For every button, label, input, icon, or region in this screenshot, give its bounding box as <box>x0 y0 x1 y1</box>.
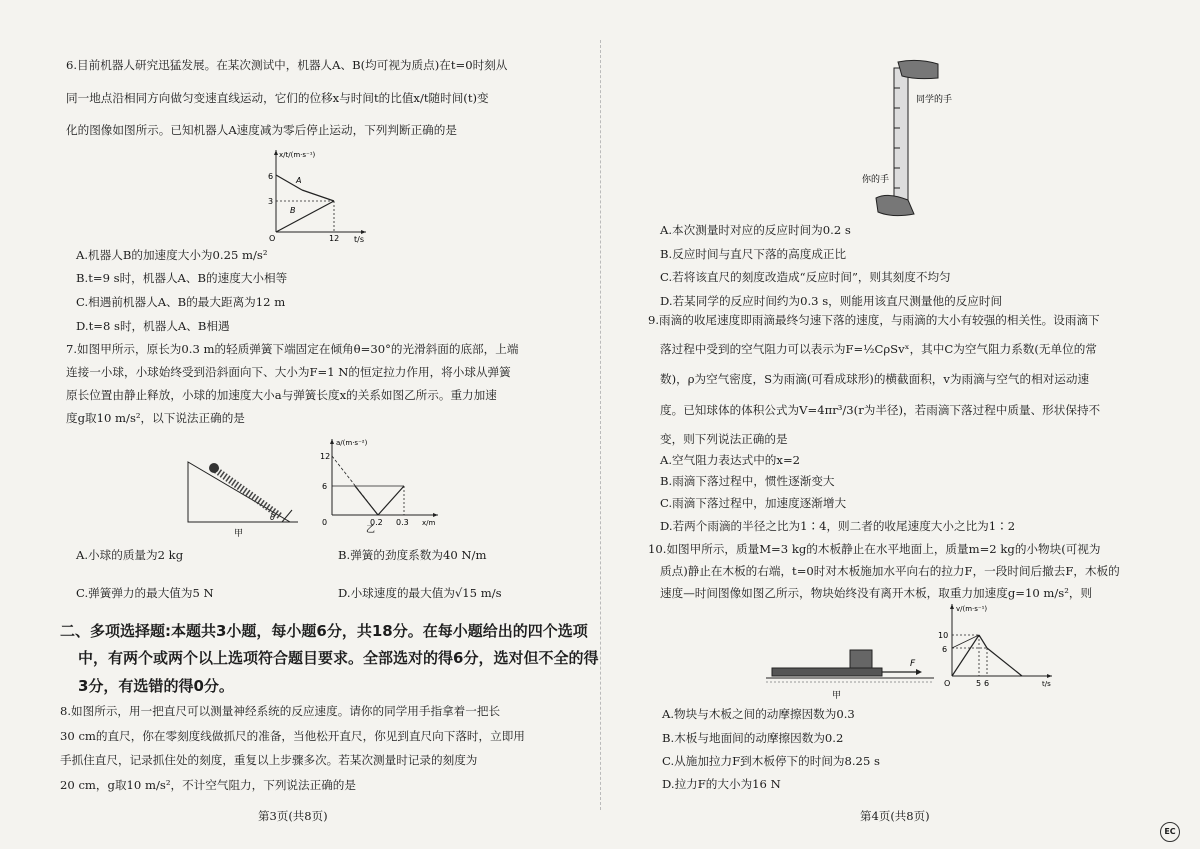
q7-label-yi: 乙 <box>366 525 376 535</box>
q6-line2: 同一地点沿相同方向做匀变速直线运动，它们的位移x与时间t的比值x/t随时间(t)变 <box>66 91 489 105</box>
q7-figure-jia <box>180 452 310 540</box>
q6-graph <box>262 146 372 244</box>
q7-line3: 原长位置由静止释放，小球的加速度大小a与弹簧长度x的关系如图乙所示。重力加速 <box>66 388 497 402</box>
page-divider <box>600 40 602 810</box>
q10-graph-x6: 6 <box>984 679 990 688</box>
q7-option-d: D.小球速度的最大值为√15 m/s <box>338 586 502 600</box>
q8-line2: 30 cm的直尺，你在零刻度线做抓尺的准备，当他松开直尺，你见到直尺向下落时，立即用 <box>60 729 525 743</box>
q7-graph-y6: 6 <box>322 482 328 491</box>
q7-graph-origin: 0 <box>322 518 328 527</box>
corner-stamp: EC <box>1160 822 1180 842</box>
q6-line-b <box>276 201 334 232</box>
q7-line1: 7.如图甲所示，原长为0.3 m的轻质弹簧下端固定在倾角θ=30°的光滑斜面的底部，上端 <box>66 342 519 356</box>
q10-board <box>772 668 882 676</box>
q6-line1: 6.目前机器人研究迅猛发展。在某次测试中，机器人A、B(均可视为质点)在t=0时刻从 <box>66 58 508 72</box>
q7-option-a: A.小球的质量为2 kg <box>76 548 184 562</box>
q6-option-d: D.t=8 s时，机器人A、B相遇 <box>76 319 230 333</box>
q10-option-b: B.木板与地面间的动摩擦因数为0.2 <box>662 731 844 745</box>
q6-option-b: B.t=9 s时，机器人A、B的速度大小相等 <box>76 271 288 285</box>
classmate-hand <box>898 60 938 78</box>
q10-graph-y6: 6 <box>942 645 948 654</box>
q7-graph-xlabel: x/m <box>422 519 436 527</box>
q7-ball <box>209 463 219 473</box>
q7-graph-yi <box>318 435 444 533</box>
q8-option-a: A.本次测量时对应的反应时间为0.2 s <box>660 223 851 237</box>
q10-line3: 速度—时间图像如图乙所示，物块始终没有离开木板，取重力加速度g=10 m/s²，则 <box>660 586 1093 600</box>
q6-graph-y3: 3 <box>268 197 274 206</box>
q6-graph-y6: 6 <box>268 172 274 181</box>
q10-figure-jia <box>766 640 936 702</box>
q8-option-c: C.若将该直尺的刻度改造成“反应时间”，则其刻度不均匀 <box>660 270 951 284</box>
q10-graph-yi <box>938 600 1058 688</box>
q8-line4: 20 cm，g取10 m/s²，不计空气阻力，下列说法正确的是 <box>60 778 356 792</box>
q6-option-c: C.相遇前机器人A、B的最大距离为12 m <box>76 295 286 309</box>
q6-graph-xlabel: t/s <box>354 235 364 244</box>
section2-line3: 3分，有选错的得0分。 <box>78 677 234 695</box>
classmate-hand-label: 同学的手 <box>916 95 953 105</box>
q10-graph-ylabel: v/(m·s⁻¹) <box>956 605 988 613</box>
page-3-footer: 第3页(共8页) <box>258 809 328 823</box>
q6-graph-ylabel: x/t/(m·s⁻¹) <box>279 151 316 159</box>
q9-line4: 度。已知球体的体积公式为V=4πr³/3(r为半径)，若雨滴下落过程中质量、形状保持不 <box>660 403 1101 417</box>
q10-graph-xlabel: t/s <box>1042 680 1051 688</box>
q7-graph-x03: 0.3 <box>396 518 409 527</box>
q10-label-jia: 甲 <box>832 691 842 701</box>
q10-option-a: A.物块与木板之间的动摩擦因数为0.3 <box>662 707 855 721</box>
q9-line3: 数)，ρ为空气密度，S为雨滴(可看成球形)的横截面积，v为雨滴与空气的相对运动速 <box>660 372 1090 386</box>
q9-option-d: D.若两个雨滴的半径之比为1∶4，则二者的收尾速度大小之比为1∶2 <box>660 519 1016 533</box>
q6-line3: 化的图像如图所示。已知机器人A速度减为零后停止运动，下列判断正确的是 <box>66 123 457 137</box>
q7-graph-y12: 12 <box>320 452 331 461</box>
section2-line1: 二、多项选择题:本题共3小题，每小题6分，共18分。在每小题给出的四个选项 <box>60 622 588 640</box>
section2-line2: 中，有两个或两个以上选项符合题目要求。全部选对的得6分，选对但不全的得 <box>78 649 599 667</box>
q10-graph-y10: 10 <box>938 631 949 640</box>
q7-line2: 连接一小球，小球始终受到沿斜面向下、大小为F=1 N的恒定拉力作用，将小球从弹簧 <box>66 365 511 379</box>
q8-ruler-figure <box>862 58 978 220</box>
q6-graph-origin: O <box>269 234 276 243</box>
q8-option-b: B.反应时间与直尺下落的高度成正比 <box>660 247 847 261</box>
q10-graph-x5: 5 <box>976 679 982 688</box>
q10-block <box>850 650 872 668</box>
q7-label-jia: 甲 <box>234 529 244 539</box>
q9-option-c: C.雨滴下落过程中，加速度逐渐增大 <box>660 496 847 510</box>
q10-option-c: C.从施加拉力F到木板停下的时间为8.25 s <box>662 754 880 768</box>
q8-ruler <box>894 68 908 210</box>
q10-line2: 质点)静止在木板的右端，t=0时对木板施加水平向右的拉力F，一段时间后撤去F，木板的 <box>660 564 1120 578</box>
q6-label-b: B <box>290 206 296 215</box>
page-4-footer: 第4页(共8页) <box>860 809 930 823</box>
q10-force-label: F <box>910 659 916 669</box>
q8-line3: 手抓住直尺，记录抓住处的刻度，重复以上步骤多次。若某次测量时记录的刻度为 <box>60 753 478 767</box>
q10-option-d: D.拉力F的大小为16 N <box>662 777 781 791</box>
q7-option-c: C.弹簧弹力的最大值为5 N <box>76 586 214 600</box>
q9-line1: 9.雨滴的收尾速度即雨滴最终匀速下落的速度，与雨滴的大小有较强的相关性。设雨滴下 <box>648 313 1100 327</box>
q9-option-a: A.空气阻力表达式中的x=2 <box>660 453 801 467</box>
q7-theta: θ <box>270 513 275 522</box>
q10-graph-origin: O <box>944 679 951 688</box>
q9-line5: 变，则下列说法正确的是 <box>660 432 788 446</box>
q6-label-a: A <box>296 176 302 185</box>
q7-graph-x02: 0.2 <box>370 518 383 527</box>
q6-option-a: A.机器人B的加速度大小为0.25 m/s² <box>76 248 268 262</box>
your-hand-label: 你的手 <box>862 175 890 185</box>
q7-graph-ylabel: a/(m·s⁻²) <box>336 439 368 447</box>
q6-graph-x12: 12 <box>329 234 340 243</box>
q8-line1: 8.如图所示，用一把直尺可以测量神经系统的反应速度。请你的同学用手指拿着一把长 <box>60 704 501 718</box>
q9-line2: 落过程中受到的空气阻力可以表示为F=½CρSvˣ，其中C为空气阻力系数(无单位的常 <box>660 342 1097 356</box>
q8-option-d: D.若某同学的反应时间约为0.3 s，则能用该直尺测量他的反应时间 <box>660 294 1003 308</box>
q7-line4: 度g取10 m/s²，以下说法正确的是 <box>66 411 245 425</box>
q7-option-b: B.弹簧的劲度系数为40 N/m <box>338 548 487 562</box>
q9-option-b: B.雨滴下落过程中，惯性逐渐变大 <box>660 474 835 488</box>
q10-line1: 10.如图甲所示，质量M=3 kg的木板静止在水平地面上，质量m=2 kg的小物块(可视为 <box>648 542 1101 556</box>
